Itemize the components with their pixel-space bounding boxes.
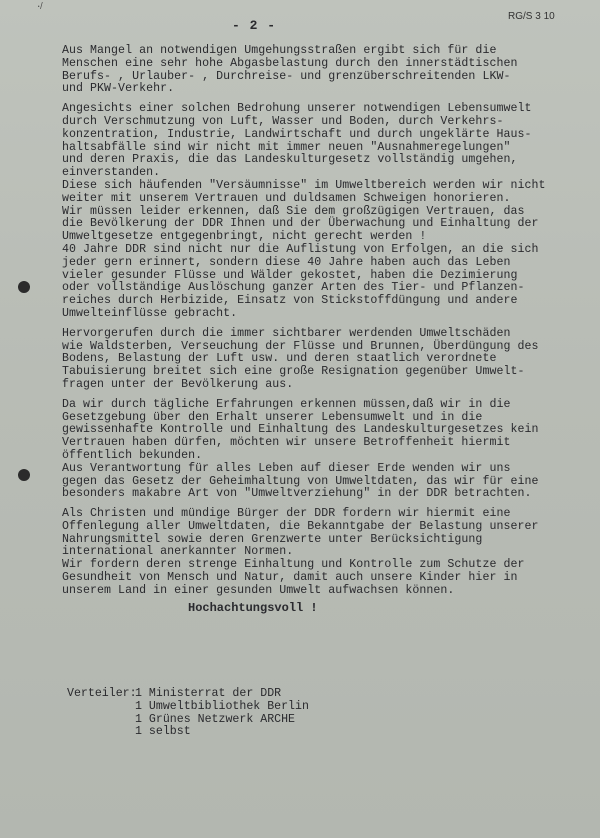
distribution-entry: 1 Umweltbibliothek Berlin bbox=[135, 699, 309, 713]
archive-stamp: RG/S 3 10 bbox=[508, 11, 555, 22]
text-line: gegen das Gesetz der Geheimhaltung von Umweltdaten, das wir für eine bbox=[62, 474, 539, 488]
text-line: vieler gesunder Flüsse und Wälder gekostet, haben die Dezimierung bbox=[62, 268, 518, 282]
text-line: durch Verschmutzung von Luft, Wasser und Boden, durch Verkehrs- bbox=[62, 114, 504, 128]
text-line: Gesetzgebung über den Erhalt unserer Lebensumwelt und in die bbox=[62, 410, 483, 424]
text-line: öffentlich bekunden. bbox=[62, 448, 203, 462]
distribution-entry: 1 Grünes Netzwerk ARCHE bbox=[135, 712, 296, 726]
text-line: die Bevölkerung der DDR Ihnen und der Überwachung und Einhaltung der bbox=[62, 217, 539, 231]
text-line: Wir fordern deren strenge Einhaltung und Kontrolle zum Schutze der bbox=[62, 558, 525, 572]
text-line: jeder gern erinnert, sondern diese 40 Jahre haben auch das Leben bbox=[62, 255, 511, 269]
text-line: Vertrauen haben dürfen, möchten wir unsere Betroffenheit hiermit bbox=[62, 436, 511, 450]
distribution-entry: 1 selbst bbox=[135, 725, 191, 739]
text-line: besonders makabre Art von "Umweltverziehung" in der DDR betrachten. bbox=[62, 487, 532, 501]
text-line: unserem Land in einer gesunden Umwelt aufwachsen können. bbox=[62, 583, 455, 597]
paragraph-p2 bbox=[62, 103, 596, 321]
text-line: Aus Mangel an notwendigen Umgehungsstraßen ergibt sich für die bbox=[62, 44, 497, 57]
paragraph-p4 bbox=[62, 399, 596, 501]
text-line: Wir müssen leider erkennen, daß Sie dem großzügigen Vertrauen, das bbox=[62, 204, 525, 218]
text-line: Da wir durch tägliche Erfahrungen erkennen müssen,daß wir in die bbox=[62, 397, 511, 411]
text-line: weiter mit unserem Vertrauen und duldsamen Schweigen honorieren. bbox=[62, 191, 511, 205]
corner-mark: ·̸ bbox=[36, 2, 42, 12]
paragraph-p5 bbox=[62, 508, 596, 598]
text-line: wie Waldsterben, Verseuchung der Flüsse und Brunnen, Überdüngung des bbox=[62, 339, 539, 353]
text-line: haltsabfälle sind wir nicht mit immer neuen "Ausnahmeregelungen" bbox=[62, 140, 511, 154]
text-line: Als Christen und mündige Bürger der DDR fordern wir hiermit eine bbox=[62, 507, 511, 521]
text-line: Menschen eine sehr hohe Abgasbelastung durch den innerstädtischen bbox=[62, 56, 518, 70]
distribution-row bbox=[67, 726, 309, 739]
text-line: Umwelteinflüsse gebracht. bbox=[62, 306, 238, 320]
text-line: Gesundheit von Mensch und Natur, damit auch unsere Kinder hier in bbox=[62, 571, 518, 585]
text-line: gewissenhafte Kontrolle und Einhaltung des Landeskulturgesetzes kein bbox=[62, 423, 539, 437]
paragraph-p3 bbox=[62, 328, 596, 392]
text-line: Berufs- , Urlauber- , Durchreise- und grenzüberschreitenden LKW- bbox=[62, 69, 511, 83]
letter-body bbox=[62, 45, 596, 598]
text-line: Offenlegung aller Umweltdaten, die Bekanntgabe der Belastung unserer bbox=[62, 519, 539, 533]
text-line: Hervorgerufen durch die immer sichtbarer werdenden Umweltschäden bbox=[62, 326, 511, 340]
text-line: Diese sich häufenden "Versäumnisse" im Umweltbereich werden wir nicht bbox=[62, 178, 546, 192]
text-line: Umweltgesetze entgegenbringt, nicht gerecht werden ! bbox=[62, 230, 427, 244]
text-line: Bodens, Belastung der Luft usw. und deren staatlich verordnete bbox=[62, 352, 497, 366]
text-line: oder vollständige Auslöschung ganzer Arten des Tier- und Pflanzen- bbox=[62, 281, 525, 295]
text-line: fragen unter der Bevölkerung aus. bbox=[62, 377, 294, 391]
text-line: Aus Verantwortung für alles Leben auf dieser Erde wenden wir uns bbox=[62, 461, 511, 475]
text-line: Angesichts einer solchen Bedrohung unserer notwendigen Lebensumwelt bbox=[62, 102, 532, 116]
text-line: Nahrungsmittel sowie deren Grenzwerte unter Berücksichtigung bbox=[62, 532, 483, 546]
punch-hole-icon bbox=[18, 281, 30, 293]
distribution-row bbox=[67, 688, 309, 701]
paragraph-p1 bbox=[62, 45, 596, 96]
punch-hole-icon bbox=[18, 469, 30, 481]
text-line: 40 Jahre DDR sind nicht nur die Auflistung von Erfolgen, an die sich bbox=[62, 242, 539, 256]
distribution-label: Verteiler: bbox=[67, 687, 137, 700]
closing-salutation: Hochachtungsvoll ! bbox=[188, 601, 318, 615]
text-line: Tabuisierung breitet sich eine große Resignation gegenüber Umwelt- bbox=[62, 365, 525, 379]
page-number: - 2 - bbox=[232, 18, 277, 33]
distribution-row bbox=[67, 701, 309, 714]
distribution-entry: 1 Ministerrat der DDR bbox=[135, 687, 282, 700]
text-line: einverstanden. bbox=[62, 166, 161, 180]
text-line: und deren Praxis, die das Landeskulturgesetz vollständig umgehen, bbox=[62, 153, 518, 167]
text-line: international anerkannter Normen. bbox=[62, 545, 294, 559]
distribution-list bbox=[67, 688, 309, 739]
text-line: und PKW-Verkehr. bbox=[62, 82, 175, 96]
text-line: reiches durch Herbizide, Einsatz von Stickstoffdüngung und andere bbox=[62, 294, 518, 308]
text-line: konzentration, Industrie, Landwirtschaft und durch ungeklärte Haus- bbox=[62, 127, 532, 141]
